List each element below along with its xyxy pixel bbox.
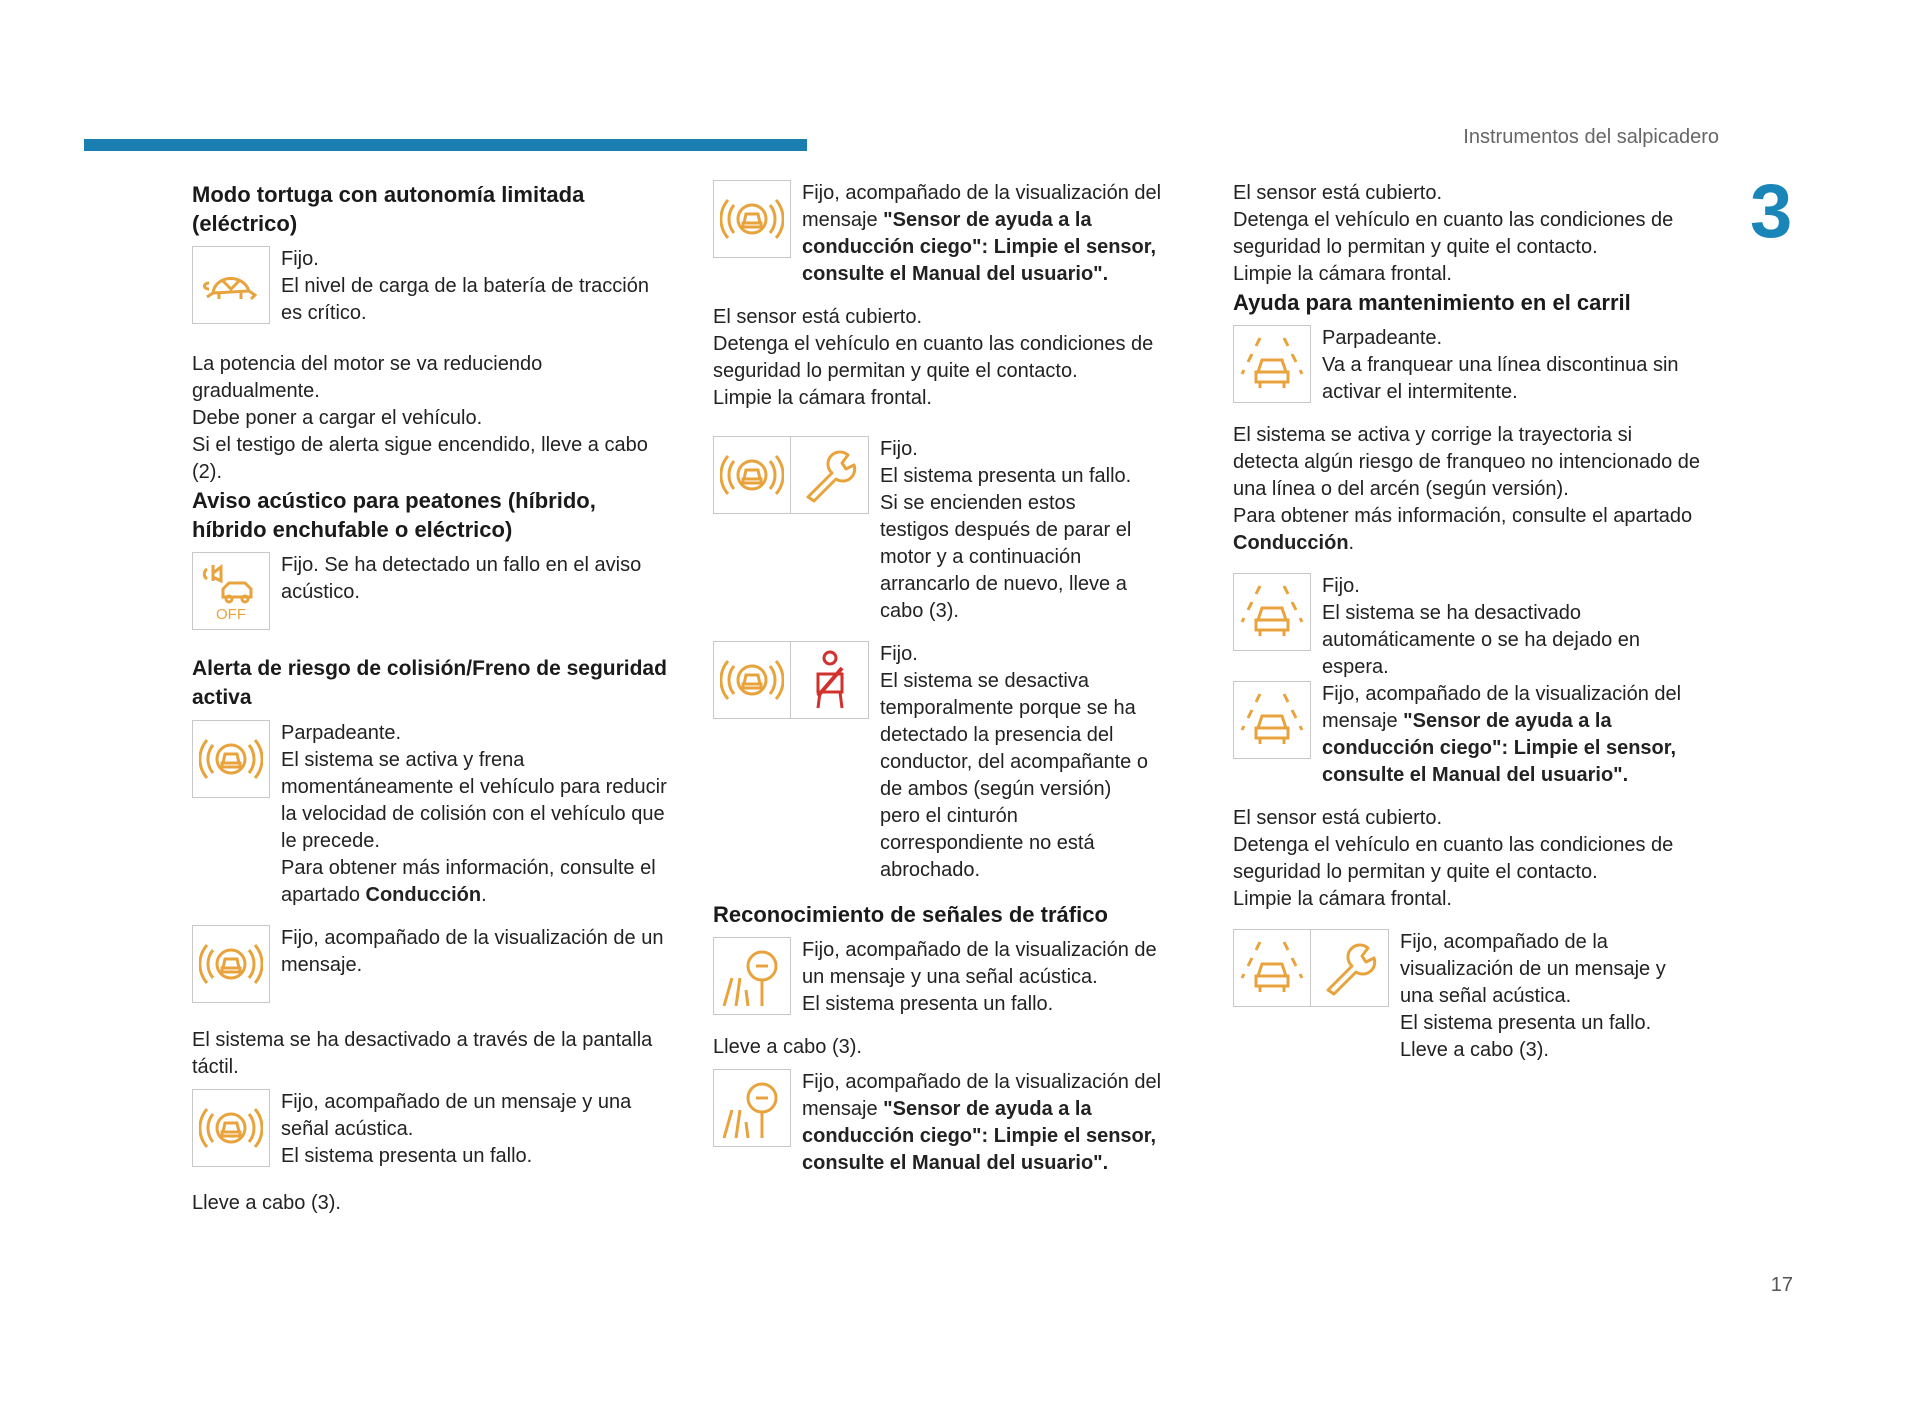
lane-more: Para obtener más información, consulte el apartado Conducción. xyxy=(1233,505,1693,554)
column-1 xyxy=(192,180,672,1217)
svg-text:OFF: OFF xyxy=(216,606,246,623)
traffic-heading: Reconocimiento de señales de tráfico xyxy=(713,902,1108,927)
lane-body2-line1: El sensor está cubierto. xyxy=(1233,807,1442,829)
turtle-body-3: Si el testigo de alerta sigue encendido, lleve a cabo (2). xyxy=(192,434,648,483)
lane-item-4 xyxy=(1233,929,1703,1064)
collision-alert-icon xyxy=(192,1089,270,1167)
acoustic-item xyxy=(192,552,672,630)
lane-item-1 xyxy=(1233,325,1703,406)
col3-top-line1: El sensor está cubierto. xyxy=(1233,182,1442,204)
traffic-sign-icon xyxy=(713,1069,791,1147)
collision-item3-line2: El sistema presenta un fallo. xyxy=(281,1145,533,1167)
lane-keeping-icon xyxy=(1233,929,1311,1007)
lane-body: El sistema se activa y corrige la trayectoria si detecta algún riesgo de franqueo no intencionado de una línea o del arcén (según versión). xyxy=(1233,424,1701,500)
col2-item-2 xyxy=(713,436,1183,625)
collision-alert-icon xyxy=(192,720,270,798)
traffic-item2-text: Fijo, acompañado de la visualización del mensaje "Sensor de ayuda a la conducción ciego": Limpie el sensor, consulte el Manual del usuario". xyxy=(802,1071,1162,1174)
traffic-sign-icon xyxy=(713,937,791,1015)
col2-item1-text: Fijo, acompañado de la visualización del mensaje "Sensor de ayuda a la conducción ciego": Limpie el sensor, consulte el Manual del usuario". xyxy=(802,182,1162,285)
lane-item1-line2: Va a franquear una línea discontinua sin activar el intermitente. xyxy=(1322,354,1679,403)
chapter-number: 3 xyxy=(1750,169,1793,254)
column-3 xyxy=(1233,180,1703,1064)
turtle-icon xyxy=(192,246,270,324)
col2-item2-line1: Fijo. xyxy=(880,438,918,460)
section-title: Instrumentos del salpicadero xyxy=(1463,126,1719,148)
lane-keeping-icon xyxy=(1233,573,1311,651)
lane-item4-line1: Fijo, acompañado de la visualización de un mensaje y una señal acústica. xyxy=(1400,931,1666,1007)
wrench-icon xyxy=(1311,929,1389,1007)
lane-body2-line2: Detenga el vehículo en cuanto las condiciones de seguridad lo permitan y quite el contacto. xyxy=(1233,834,1674,883)
collision-item-3 xyxy=(192,1089,672,1170)
collision-item-1 xyxy=(192,720,672,909)
lane-item4-line2: El sistema presenta un fallo. xyxy=(1400,1012,1652,1034)
lane-item-3 xyxy=(1233,681,1703,789)
traffic-body: Lleve a cabo (3). xyxy=(713,1036,862,1058)
collision-item-2 xyxy=(192,925,672,1003)
collision-body: El sistema se ha desactivado a través de la pantalla táctil. xyxy=(192,1029,653,1078)
collision-heading: Alerta de riesgo de colisión/Freno de seguridad activa xyxy=(192,657,667,709)
turtle-body-1: La potencia del motor se va reduciendo gradualmente. xyxy=(192,353,543,402)
acoustic-heading: Aviso acústico para peatones (híbrido, híbrido enchufable o eléctrico) xyxy=(192,488,596,542)
col2-body1-line3: Limpie la cámara frontal. xyxy=(713,387,932,409)
lane-item2-line1: Fijo. xyxy=(1322,575,1360,597)
col2-item2-line3: Si se encienden estos testigos después de parar el motor y a continuación arrancarlo de nuevo, lleve a cabo (3). xyxy=(880,492,1132,622)
traffic-item-2 xyxy=(713,1069,1183,1177)
collision-item1-line1: Parpadeante. xyxy=(281,722,402,744)
traffic-item-1 xyxy=(713,937,1183,1018)
lane-item-2 xyxy=(1233,573,1703,681)
col2-item3-line1: Fijo. xyxy=(880,643,918,665)
col2-item-1 xyxy=(713,180,1183,288)
col2-item2-line2: El sistema presenta un fallo. xyxy=(880,465,1132,487)
col3-top-line2: Detenga el vehículo en cuanto las condiciones de seguridad lo permitan y quite el contacto. xyxy=(1233,209,1674,258)
collision-item2-text: Fijo, acompañado de la visualización de un mensaje. xyxy=(281,927,664,976)
turtle-item xyxy=(192,246,672,327)
collision-more: Para obtener más información, consulte el apartado Conducción. xyxy=(281,857,656,906)
seatbelt-icon xyxy=(791,641,869,719)
lane-item3-text: Fijo, acompañado de la visualización del mensaje "Sensor de ayuda a la conducción ciego": Limpie el sensor, consulte el Manual del usuario". xyxy=(1322,683,1682,786)
turtle-text-2: El nivel de carga de la batería de tracción es crítico. xyxy=(281,275,649,324)
col3-top-line3: Limpie la cámara frontal. xyxy=(1233,263,1452,285)
lane-keeping-icon xyxy=(1233,325,1311,403)
lane-keeping-icon xyxy=(1233,681,1311,759)
traffic-item1-line2: El sistema presenta un fallo. xyxy=(802,993,1054,1015)
collision-footer: Lleve a cabo (3). xyxy=(192,1192,341,1214)
collision-item1-line2: El sistema se activa y frena momentáneamente el vehículo para reducir la velocidad de colisión con el vehículo que le precede. xyxy=(281,749,667,852)
column-2 xyxy=(713,180,1183,1177)
collision-alert-icon xyxy=(713,641,791,719)
lane-item2-line2: El sistema se ha desactivado automáticamente o se ha dejado en espera. xyxy=(1322,602,1640,678)
lane-item1-line1: Parpadeante. xyxy=(1322,327,1443,349)
collision-alert-icon xyxy=(713,436,791,514)
turtle-heading: Modo tortuga con autonomía limitada (eléctrico) xyxy=(192,182,585,236)
traffic-item1-line1: Fijo, acompañado de la visualización de un mensaje y una señal acústica. xyxy=(802,939,1157,988)
collision-alert-icon xyxy=(192,925,270,1003)
turtle-body-2: Debe poner a cargar el vehículo. xyxy=(192,407,483,429)
collision-item3-line1: Fijo, acompañado de un mensaje y una señal acústica. xyxy=(281,1091,632,1140)
col2-item-3 xyxy=(713,641,1183,884)
wrench-icon xyxy=(791,436,869,514)
collision-alert-icon xyxy=(713,180,791,258)
turtle-text-1: Fijo. xyxy=(281,248,319,270)
lane-item4-line3: Lleve a cabo (3). xyxy=(1400,1039,1549,1061)
col2-body1-line1: El sensor está cubierto. xyxy=(713,306,922,328)
acoustic-text: Fijo. Se ha detectado un fallo en el aviso acústico. xyxy=(281,554,642,603)
col2-item3-line2: El sistema se desactiva temporalmente porque se ha detectado la presencia del conductor, del acompañante o de ambos (según versión) pero el cinturón correspondiente no está abrochado. xyxy=(880,670,1148,881)
lane-body2-line3: Limpie la cámara frontal. xyxy=(1233,888,1452,910)
lane-heading: Ayuda para mantenimiento en el carril xyxy=(1233,290,1631,315)
page-number: 17 xyxy=(1770,1274,1793,1296)
pedestrian-alert-off-icon xyxy=(192,552,270,630)
col2-body1-line2: Detenga el vehículo en cuanto las condiciones de seguridad lo permitan y quite el contacto. xyxy=(713,333,1154,382)
header-accent-bar xyxy=(84,139,807,151)
